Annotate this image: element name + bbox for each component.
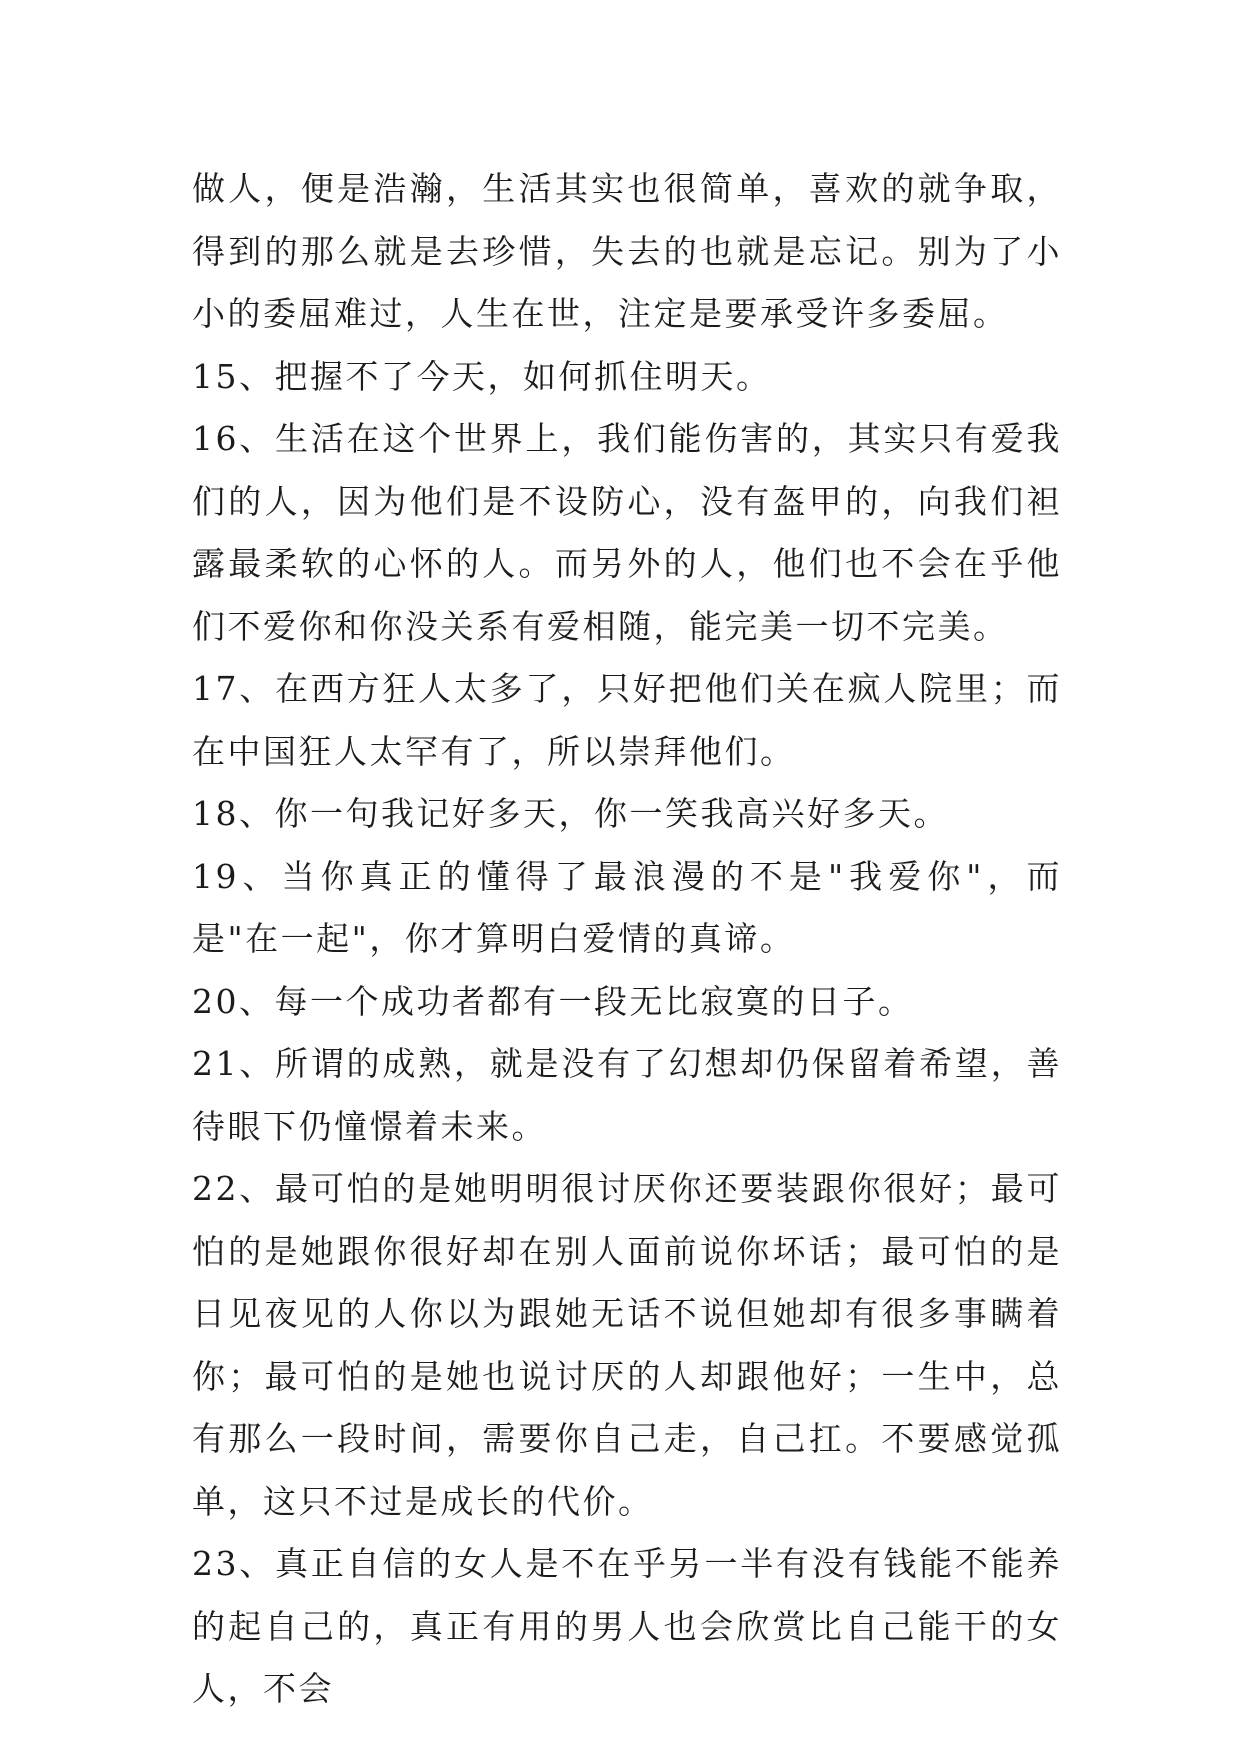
paragraph-item-19: 19、当你真正的懂得了最浪漫的不是"我爱你"，而是"在一起"，你才算明白爱情的真谛。 [192, 856, 1062, 958]
paragraph-item-22: 22、最可怕的是她明明很讨厌你还要装跟你很好；最可怕的是她跟你很好却在别人面前说你坏话；最可怕的是日见夜见的人你以为跟她无话不说但她却有很多事瞒着你；最可怕的是她也说讨厌的人却跟他好；一生中，总有那么一段时间，需要你自己走，自己扛。不要感觉孤单，这只不过是成长的代价。 [192, 1169, 1062, 1521]
paragraph-item-17: 17、在西方狂人太多了，只好把他们关在疯人院里；而在中国狂人太罕有了，所以崇拜他们。 [192, 669, 1062, 771]
paragraph-item-21: 21、所谓的成熟，就是没有了幻想却仍保留着希望，善待眼下仍憧憬着未来。 [192, 1044, 1062, 1146]
paragraph-item-20: 20、每一个成功者都有一段无比寂寞的日子。 [192, 981, 914, 1021]
paragraph-item-16: 16、生活在这个世界上，我们能伤害的，其实只有爱我们的人，因为他们是不设防心，没有盔甲的，向我们袒露最柔软的心怀的人。而另外的人，他们也不会在乎他们不爱你和你没关系有爱相随，能完美一切不完美。 [192, 419, 1062, 646]
paragraph-intro-continuation: 做人，便是浩瀚，生活其实也很简单，喜欢的就争取，得到的那么就是去珍惜，失去的也就是忘记。别为了小小的委屈难过，人生在世，注定是要承受许多委屈。 [192, 169, 1062, 333]
paragraph-item-18: 18、你一句我记好多天，你一笑我高兴好多天。 [192, 794, 949, 833]
document-body [192, 158, 1062, 1721]
paragraph-item-23: 23、真正自信的女人是不在乎另一半有没有钱能不能养的起自己的，真正有用的男人也会欣赏比自己能干的女人，不会 [192, 1544, 1062, 1708]
paragraph-item-15: 15、把握不了今天，如何抓住明天。 [192, 356, 772, 396]
